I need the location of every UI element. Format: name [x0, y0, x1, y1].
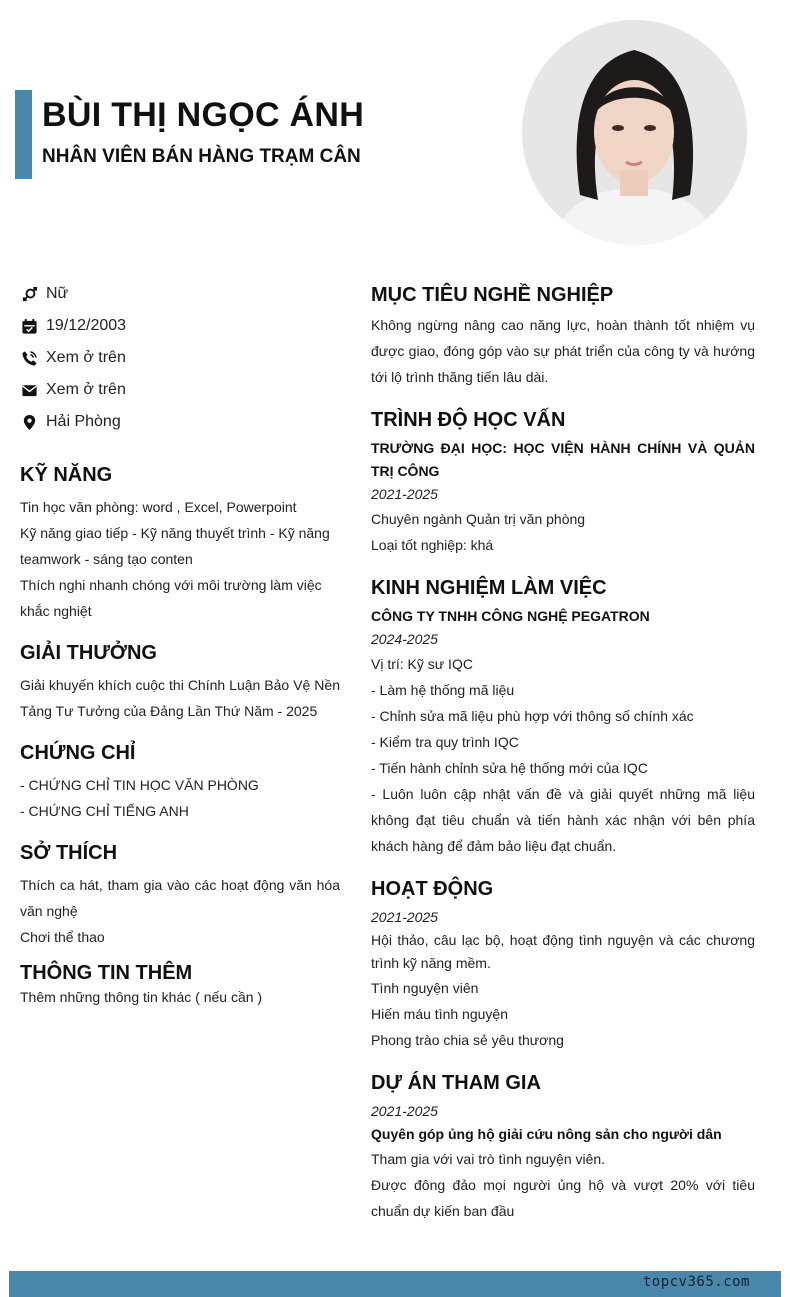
skill-item: Kỹ năng giao tiếp - Kỹ năng thuyết trình - Kỹ năng teamwork - sáng tạo conten	[20, 525, 330, 567]
avatar-portrait	[522, 20, 747, 245]
certificate-item: - CHỨNG CHỈ TIẾNG ANH	[20, 803, 189, 819]
left-column	[20, 278, 340, 1009]
extra-info-title: THÔNG TIN THÊM	[20, 962, 193, 984]
education-line: Chuyên ngành Quản trị văn phòng	[371, 511, 586, 527]
gender-icon	[20, 285, 38, 303]
project-period: 2021-2025	[371, 1103, 438, 1119]
location-icon	[20, 413, 38, 431]
experience-company: CÔNG TY TNHH CÔNG NGHỆ PEGATRON	[371, 608, 650, 624]
skill-item: Tin học văn phòng: word , Excel, Powerpoint	[20, 499, 297, 515]
activity-item: Tình nguyện viên	[371, 980, 479, 996]
education-school: TRƯỜNG ĐẠI HỌC: HỌC VIỆN HÀNH CHÍNH VÀ QUẢN TRỊ CÔNG	[371, 440, 755, 479]
contact-location	[20, 406, 340, 438]
hobbies-title: SỞ THÍCH	[20, 842, 118, 864]
contact-phone	[20, 342, 340, 374]
activity-item: Hiến máu tình nguyện	[371, 1006, 508, 1022]
contact-phone-value: Xem ở trên	[46, 349, 126, 366]
projects-title: DỰ ÁN THAM GIA	[371, 1072, 541, 1094]
contact-gender-value: Nữ	[46, 285, 69, 302]
project-line: Tham gia với vai trò tình nguyện viên.	[371, 1151, 606, 1167]
activities-summary: Hội thảo, câu lạc bộ, hoạt động tình nguyện và các chương trình kỹ năng mềm.	[371, 932, 755, 971]
contact-gender	[20, 278, 340, 310]
education-section	[371, 407, 755, 558]
experience-period: 2024-2025	[371, 631, 438, 647]
objective-section	[371, 282, 755, 390]
header-accent-bar	[15, 90, 32, 179]
extra-info-text: Thêm những thông tin khác ( nếu cần )	[20, 989, 263, 1005]
candidate-name: BÙI THỊ NGỌC ÁNH	[42, 96, 365, 134]
contact-birthday	[20, 310, 340, 342]
education-line: Loại tốt nghiệp: khá	[371, 537, 494, 553]
phone-icon	[20, 349, 38, 367]
experience-title: KINH NGHIỆM LÀM VIỆC	[371, 577, 607, 599]
contact-email	[20, 374, 340, 406]
activities-period: 2021-2025	[371, 909, 438, 925]
contact-email-value: Xem ở trên	[46, 381, 126, 398]
projects-section	[371, 1070, 755, 1224]
calendar-icon	[20, 317, 38, 335]
experience-line: - Luôn luôn cập nhật vấn đề và giải quyết những mã liệu không đạt tiêu chuẩn và tiến hành xác nhận với bên phía khách hàng để đảm bảo liệu đạt chuẩn.	[371, 786, 755, 854]
experience-line: - Kiểm tra quy trình IQC	[371, 734, 519, 750]
hobby-item: Chơi thể thao	[20, 929, 105, 945]
contact-birthday-value: 19/12/2003	[46, 317, 127, 334]
contact-location-value: Hải Phòng	[46, 413, 121, 430]
award-item: Giải khuyến khích cuộc thi Chính Luận Bảo Vệ Nền Tảng Tư Tưởng của Đảng Lần Thứ Năm - 2025	[20, 677, 340, 719]
footer-bar	[9, 1271, 781, 1297]
education-period: 2021-2025	[371, 486, 438, 502]
objective-title: MỤC TIÊU NGHỀ NGHIỆP	[371, 284, 614, 306]
avatar	[522, 20, 747, 245]
experience-line: - Làm hệ thống mã liệu	[371, 682, 515, 698]
certificates-title: CHỨNG CHỈ	[20, 742, 136, 764]
experience-line: - Chỉnh sửa mã liệu phù hợp với thông số chính xác	[371, 708, 694, 724]
project-line: Được đông đảo mọi người ủng hộ và vượt 20% với tiêu chuẩn dự kiến ban đầu	[371, 1177, 755, 1219]
skill-item: Thích nghi nhanh chóng với môi trường làm việc khắc nghiệt	[20, 577, 322, 619]
job-title: NHÂN VIÊN BÁN HÀNG TRẠM CÂN	[42, 146, 361, 167]
mail-icon	[20, 381, 38, 399]
experience-section	[371, 575, 755, 859]
footer-watermark: topcv365.com	[642, 1274, 750, 1290]
right-column	[371, 282, 755, 1224]
awards-section	[20, 640, 340, 724]
experience-line: Vị trí: Kỹ sư IQC	[371, 656, 473, 672]
experience-line: - Tiến hành chỉnh sửa hệ thống mới của IQC	[371, 760, 648, 776]
project-name: Quyên góp ủng hộ giải cứu nông sản cho người dân	[371, 1126, 722, 1142]
certificate-item: - CHỨNG CHỈ TIN HỌC VĂN PHÒNG	[20, 777, 259, 793]
activities-title: HOẠT ĐỘNG	[371, 878, 494, 900]
hobbies-section	[20, 840, 340, 950]
extra-info-section	[20, 960, 340, 1009]
certificates-section	[20, 740, 340, 824]
objective-text: Không ngừng nâng cao năng lực, hoàn thành tốt nhiệm vụ được giao, đóng góp vào sự phát triển của công ty và hướng tới lộ trình thăng tiến lâu dài.	[371, 317, 755, 385]
skills-title: KỸ NĂNG	[20, 464, 113, 486]
awards-title: GIẢI THƯỞNG	[20, 642, 157, 664]
hobby-item: Thích ca hát, tham gia vào các hoạt động văn hóa văn nghệ	[20, 877, 340, 919]
activities-section	[371, 876, 755, 1053]
contact-list	[20, 278, 340, 438]
skills-section	[20, 462, 340, 624]
activity-item: Phong trào chia sẻ yêu thương	[371, 1032, 564, 1048]
education-title: TRÌNH ĐỘ HỌC VẤN	[371, 409, 566, 431]
